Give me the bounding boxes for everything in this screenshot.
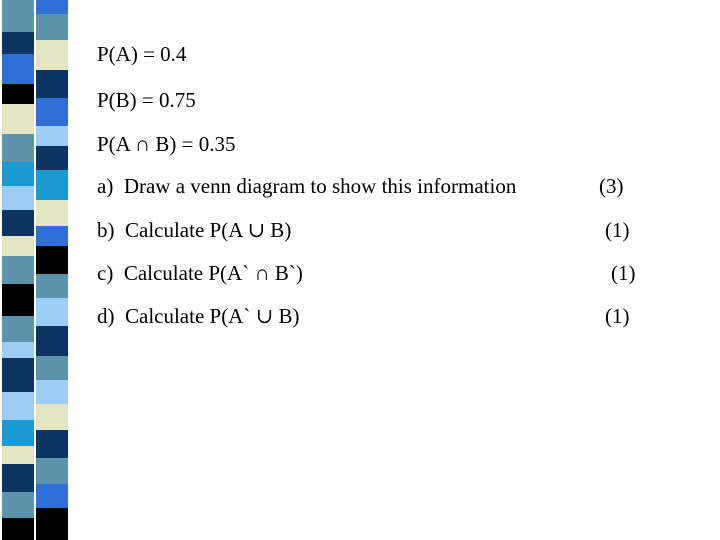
question-d: d) Calculate P(A` ∪ B) [97,304,300,328]
question-c-marks: (1) [611,261,636,285]
question-b-marks: (1) [605,218,630,242]
question-b: b) Calculate P(A ∪ B) [97,218,292,242]
question-a-marks: (3) [599,174,624,198]
probability-b: P(B) = 0.75 [97,88,196,112]
question-a: a) Draw a venn diagram to show this information [97,174,517,198]
question-c: c) Calculate P(A` ∩ B`) [97,261,303,285]
probability-a: P(A) = 0.4 [97,42,187,66]
question-d-marks: (1) [605,304,630,328]
probability-a-intersect-b: P(A ∩ B) = 0.35 [97,132,236,156]
